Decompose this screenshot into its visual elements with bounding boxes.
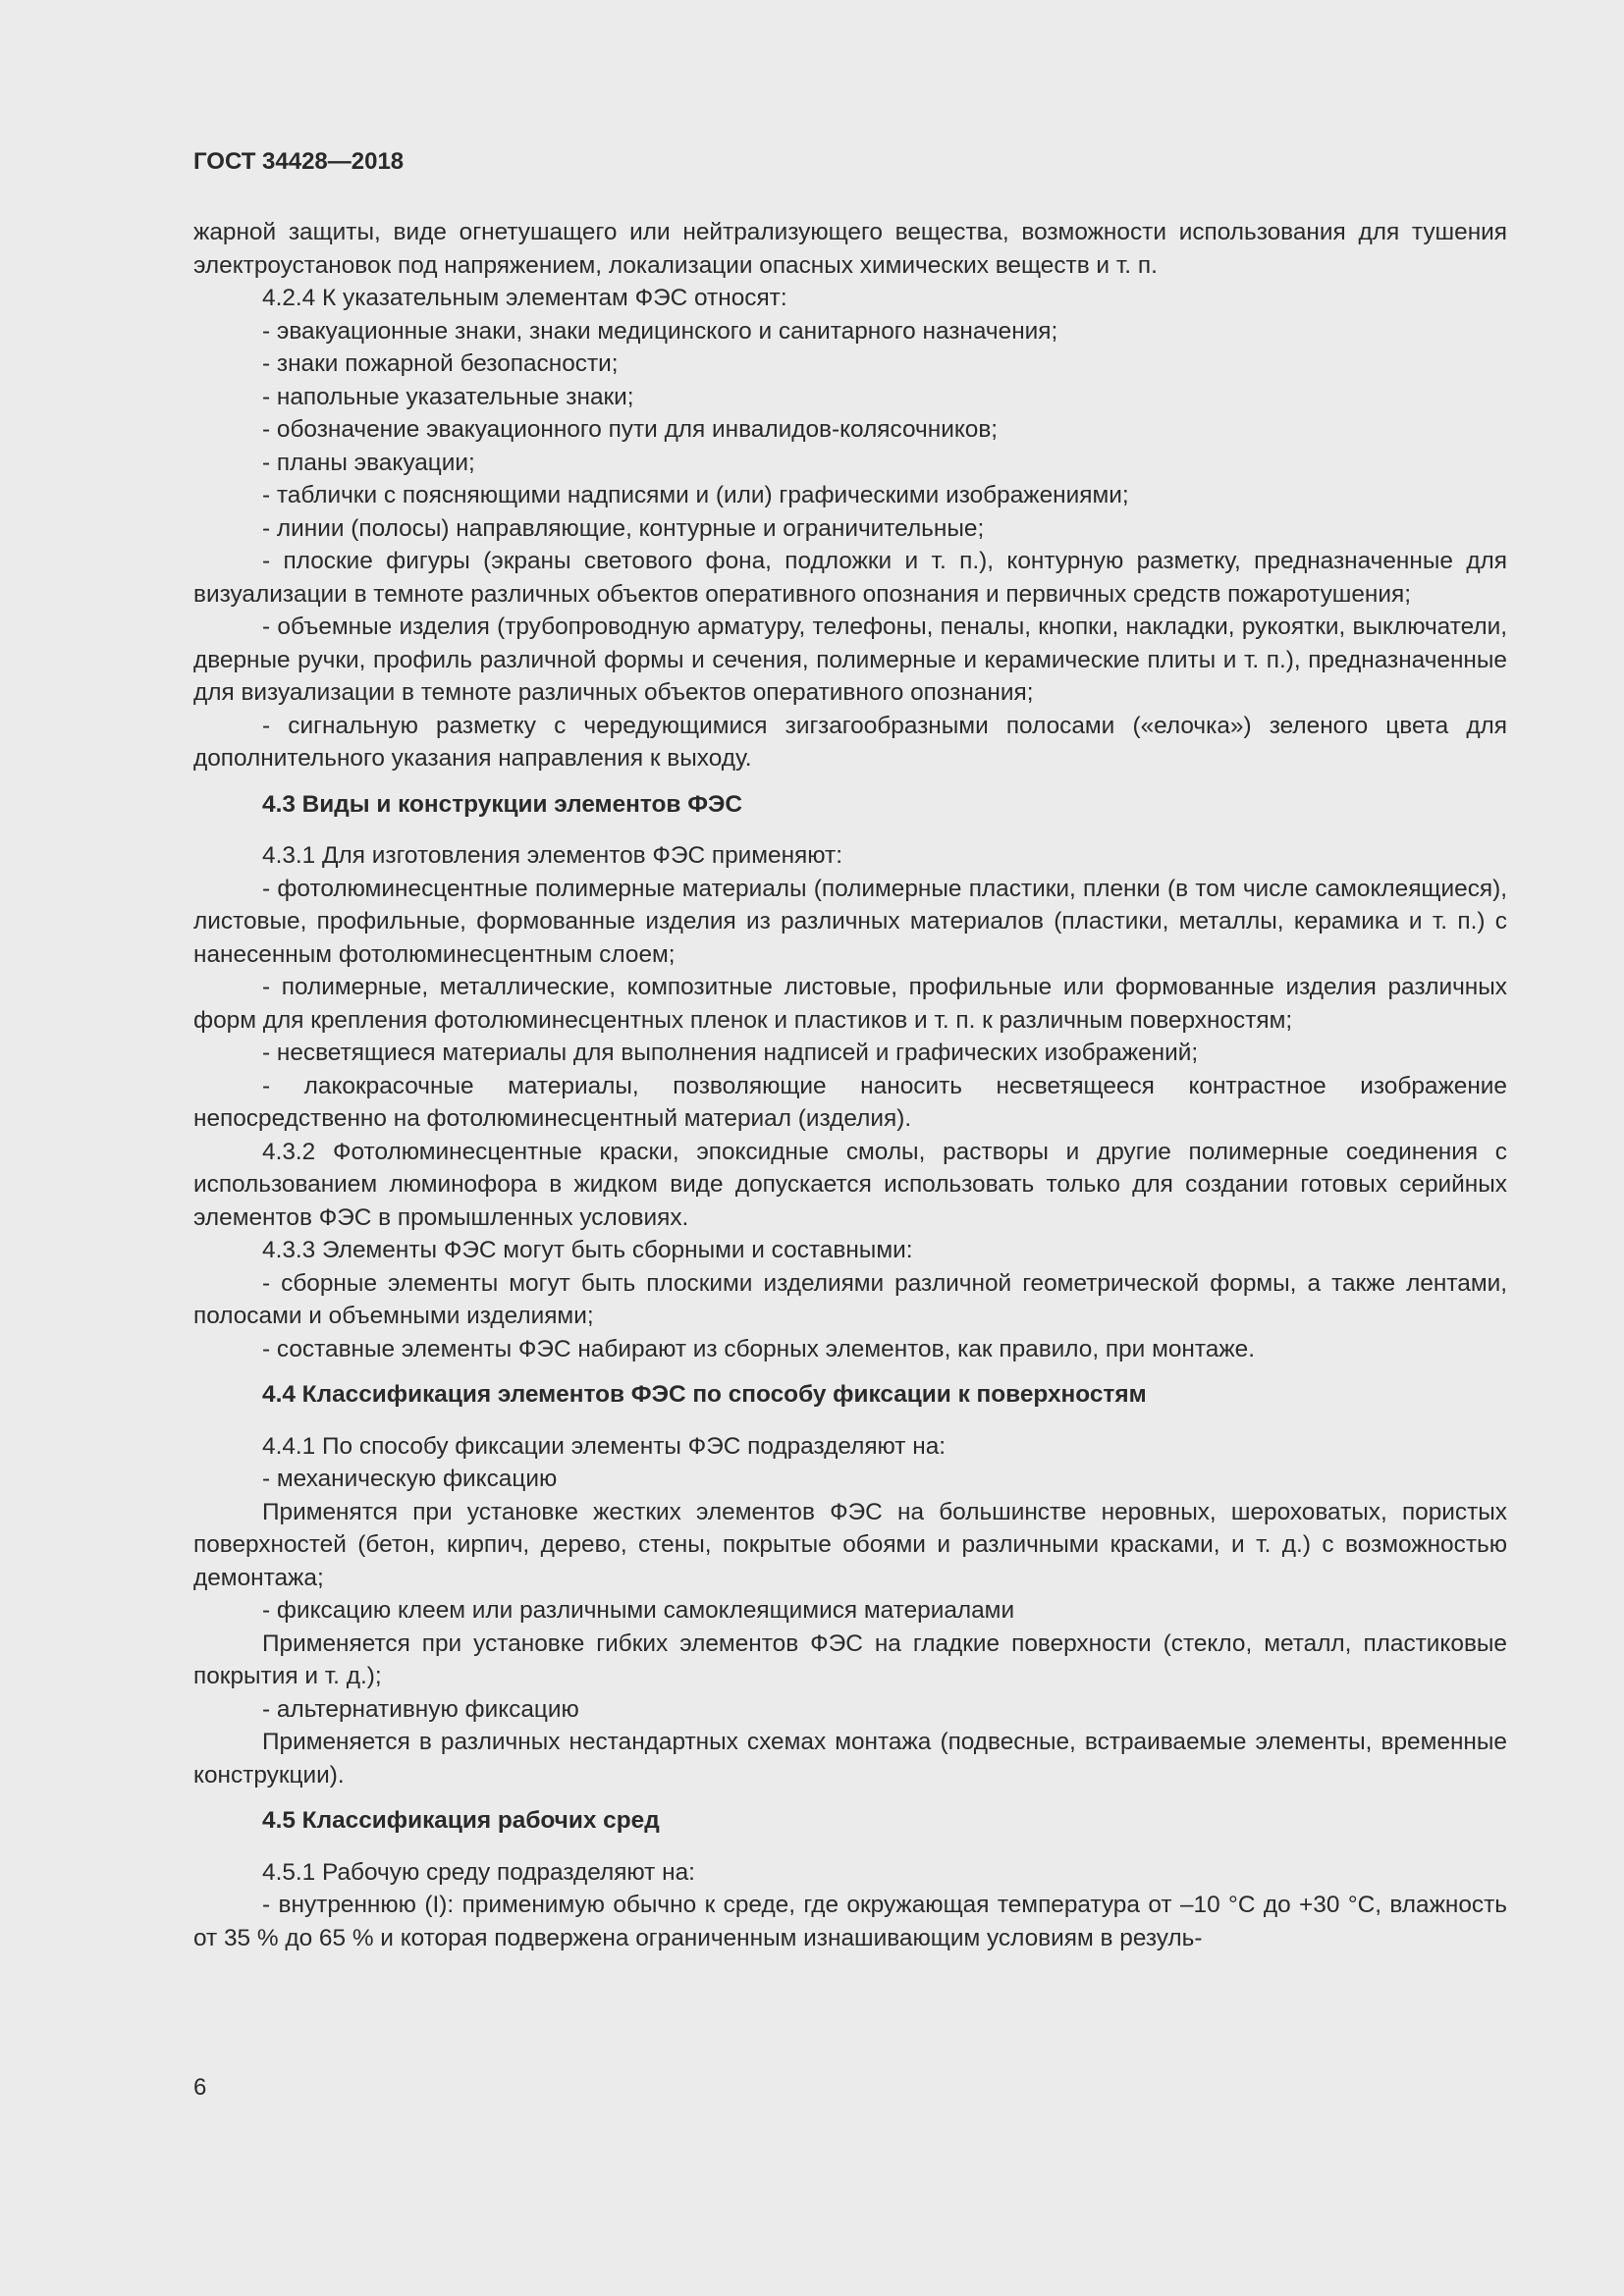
body-paragraph: 4.4.1 По способу фиксации элементы ФЭС подразделяют на: — [262, 1432, 947, 1460]
body-paragraph: - фиксацию клеем или различными самоклеящимися материалами — [262, 1597, 1015, 1624]
body-paragraph: - лакокрасочные материалы, позволяющие наносить несветящееся контрастное изображение непосредственно на фотолюминесцентный материал (изделия). — [193, 1072, 1507, 1132]
body-paragraph: - плоские фигуры (экраны светового фона, подложки и т. п.), контурную разметку, предназначенные для визуализации в темноте различных объектов оперативного опознания и первичных средств пожаротушения; — [193, 548, 1507, 608]
body-paragraph: - механическую фиксацию — [262, 1466, 558, 1492]
body-paragraph: жарной защиты, виде огнетушащего или нейтрализующего вещества, возможности использования для тушения электроустановок под напряжением, локализации опасных химических веществ и т. п. — [193, 219, 1507, 279]
body-paragraph: Применятся при установке жестких элементов ФЭС на большинстве неровных, шероховатых, пористых поверхностей (бетон, кирпич, дерево, стены, покрытые обоями и различными красками, и т. д.) с возможностью демонтажа; — [193, 1498, 1507, 1591]
body-paragraph: 4.3.1 Для изготовления элементов ФЭС применяют: — [262, 842, 842, 869]
body-paragraph: - альтернативную фиксацию — [262, 1695, 579, 1723]
body-paragraph: - сигнальную разметку с чередующимися зигзагообразными полосами («елочка») зеленого цвета для дополнительного указания направления к выходу. — [193, 712, 1507, 772]
body-paragraph: Применяется при установке гибких элементов ФЭС на гладкие поверхности (стекло, металл, пластиковые покрытия и т. д.); — [193, 1629, 1507, 1689]
body-paragraph: - знаки пожарной безопасности; — [262, 350, 619, 377]
body-paragraph: - составные элементы ФЭС набирают из сборных элементов, как правило, при монтаже. — [262, 1335, 1255, 1362]
body-paragraph: - эвакуационные знаки, знаки медицинского и санитарного назначения; — [262, 317, 1058, 345]
body-paragraph: - внутреннюю (I): применимую обычно к среде, где окружающая температура от –10 °С до +30 °С, влажность от 35 % до 65 % и которая подвержена ограниченным изнашивающим условиям в резуль- — [193, 1892, 1507, 1951]
page-number: 6 — [193, 2074, 207, 2101]
document-page — [193, 147, 1507, 1954]
body-paragraph: - планы эвакуации; — [262, 449, 475, 476]
body-paragraph: 4.3.2 Фотолюминесцентные краски, эпоксидные смолы, растворы и другие полимерные соединения с использованием люминофора в жидком виде допускается использовать только для создании готовых серийных элементов ФЭС в промышленных условиях. — [193, 1138, 1507, 1231]
section-heading: 4.4 Классификация элементов ФЭС по способу фиксации к поверхностям — [262, 1381, 1147, 1408]
body-paragraph: - объемные изделия (трубопроводную арматуру, телефоны, пеналы, кнопки, накладки, рукоятки, выключатели, дверные ручки, профиль различной формы и сечения, полимерные и керамические плиты и т. п.), предназначенные для визуализации в темноте различных объектов оперативного опознания; — [193, 614, 1507, 706]
body-paragraph: - сборные элементы могут быть плоскими изделиями различной геометрической формы, а также лентами, полосами и объемными изделиями; — [193, 1269, 1507, 1329]
body-paragraph: 4.3.3 Элементы ФЭС могут быть сборными и составными: — [262, 1237, 913, 1263]
body-paragraph: - обозначение эвакуационного пути для инвалидов-колясочников; — [262, 416, 999, 443]
body-paragraph: - линии (полосы) направляющие, контурные и ограничительные; — [262, 514, 985, 542]
body-paragraph: 4.2.4 К указательным элементам ФЭС относят: — [262, 285, 787, 311]
document-body — [193, 216, 1507, 1954]
body-paragraph: - таблички с поясняющими надписями и (или) графическими изображениями; — [262, 482, 1129, 508]
body-paragraph: 4.5.1 Рабочую среду подразделяют на: — [262, 1858, 695, 1886]
body-paragraph: Применяется в различных нестандартных схемах монтажа (подвесные, встраиваемые элементы, временные конструкции). — [193, 1729, 1507, 1789]
body-paragraph: - несветящиеся материалы для выполнения надписей и графических изображений; — [262, 1040, 1199, 1066]
document-header: ГОСТ 34428—2018 — [193, 148, 405, 175]
body-paragraph: - фотолюминесцентные полимерные материалы (полимерные пластики, пленки (в том числе самоклеящиеся), листовые, профильные, формованные изделия из различных материалов (пластики, металлы, керамика и т. п.) с нанесенным фотолюминесцентным слоем; — [193, 875, 1507, 968]
body-paragraph: - напольные указательные знаки; — [262, 383, 634, 410]
body-paragraph: - полимерные, металлические, композитные листовые, профильные или формованные изделия различных форм для крепления фотолюминесцентных пленок и пластиков и т. п. к различным поверхностям; — [193, 974, 1507, 1034]
section-heading: 4.5 Классификация рабочих сред — [262, 1807, 660, 1834]
section-heading: 4.3 Виды и конструкции элементов ФЭС — [262, 790, 742, 818]
